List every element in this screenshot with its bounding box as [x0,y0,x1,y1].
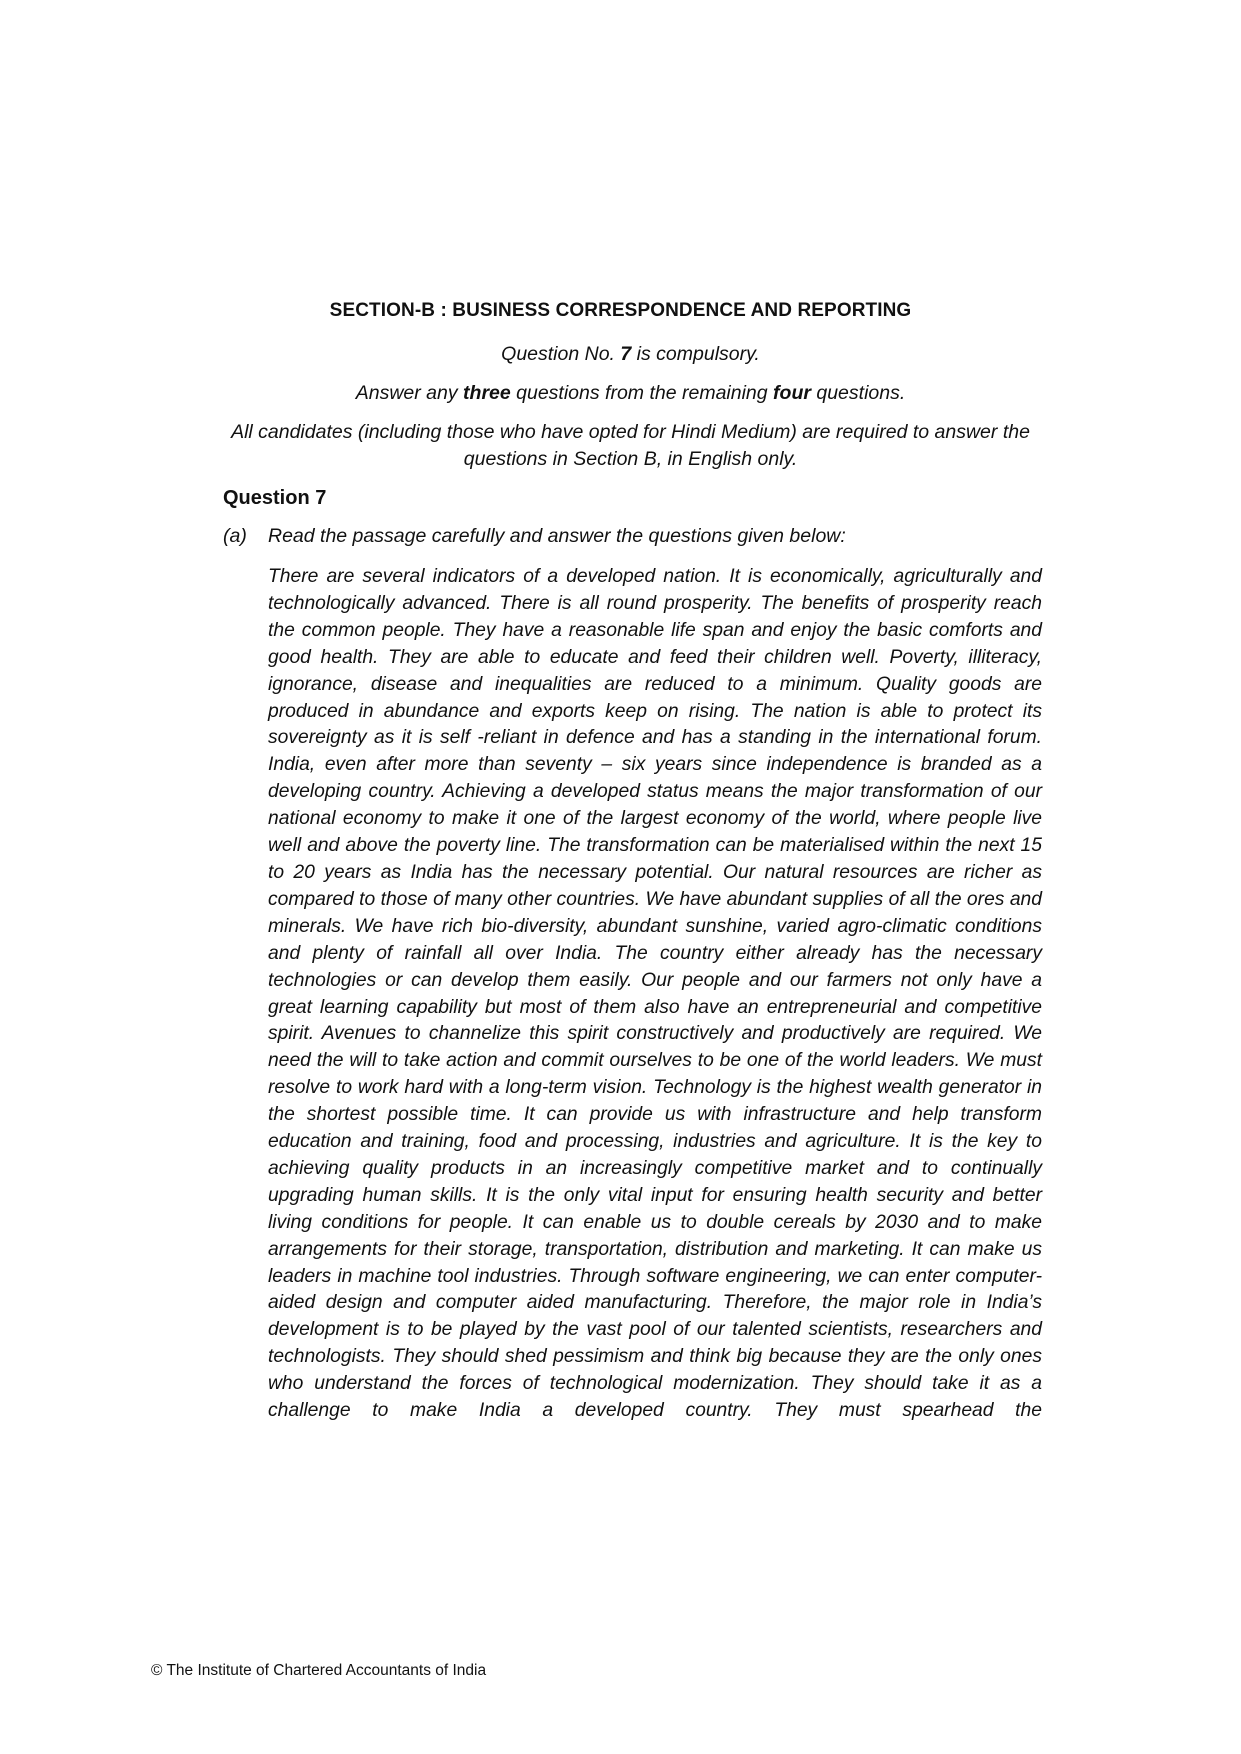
instruction-answer-four: four [773,382,811,404]
instruction-answer-pre: Answer any [355,382,464,404]
instruction-answer-mid: questions from the remaining [510,382,774,404]
instruction-answer-three: three [463,382,511,404]
passage-text: There are several indicators of a developed nation. It is economically, agriculturally and technologically advanced. There is all round prosperity. The benefits of prosperity reach the common people. They have a reasonable life span and enjoy the basic comforts and good health. They are able to educate and feed their children well. Poverty, illiteracy, ignorance, disease and inequalities are reduced to a minimum. Quality goods are produced in abundance and exports keep on rising. The nation is able to protect its sovereignty as it is self -reliant in defence and has a standing in the international forum. India, even after more than seventy – six years since independence is branded as a developing country. Achieving a developed status means the major transformation of our national economy to make it one of the largest economy of the world, where people live well and above the poverty line. The transformation can be materialised within the next 15 to 20 years as India has the necessary potential. Our natural resources are richer as compared to those of many other countries. We have abundant supplies of all the ores and minerals. We have rich bio-diversity, abundant sunshine, varied agro-climatic conditions and plenty of rainfall all over India. The country either already has the necessary technologies or can develop them easily. Our people and our farmers not only have a great learning capability but most of them also have an entrepreneurial and competitive spirit. Avenues to channelize this spirit constructively and productively are required. We need the will to take action and commit ourselves to be one of the world leaders. We must resolve to work hard with a long-term vision. Technology is the highest wealth generator in the shortest possible time. It can provide us with infrastructure and help transform education and training, food and processing, industries and agriculture. It is the key to achieving quality products in an increasingly competitive market and to continually upgrading human skills. It is the only vital input for ensuring health security and better living conditions for people. It can enable us to double cereals by 2030 and to make arrangements for their storage, transportation, distribution and marketing. It can make us leaders in machine tool industries. Through software engineering, we can enter computer- aided design and computer aided manufacturing. Therefore, the major role in India’s development is to be played by the vast pool of our talented scientists, researchers and technologists. They should shed pessimism and think big because they are the only ones who understand the forces of technological modernization. They should take it as a challenge to make India a developed country. They must spearhead the [268,566,1042,1422]
part-instruction: Read the passage carefully and answer the questions given below: [268,525,846,547]
footer-copyright: © The Institute of Chartered Accountants of India [151,1662,487,1679]
instruction-answer-post: questions. [810,382,906,404]
instruction-answer-any [220,380,1041,407]
instruction-compulsory [220,341,1041,368]
instruction-english-only: All candidates (including those who have opted for Hindi Medium) are required to answer the questions in Section B, in English only. [231,421,1030,470]
question-heading: Question 7 [223,487,327,509]
instruction-compulsory-post: is compulsory. [631,343,760,365]
part-label: (a) [223,525,247,547]
instruction-compulsory-number: 7 [620,343,632,365]
instruction-compulsory-pre: Question No. [501,343,621,365]
section-title: SECTION-B : BUSINESS CORRESPONDENCE AND REPORTING [329,300,912,321]
